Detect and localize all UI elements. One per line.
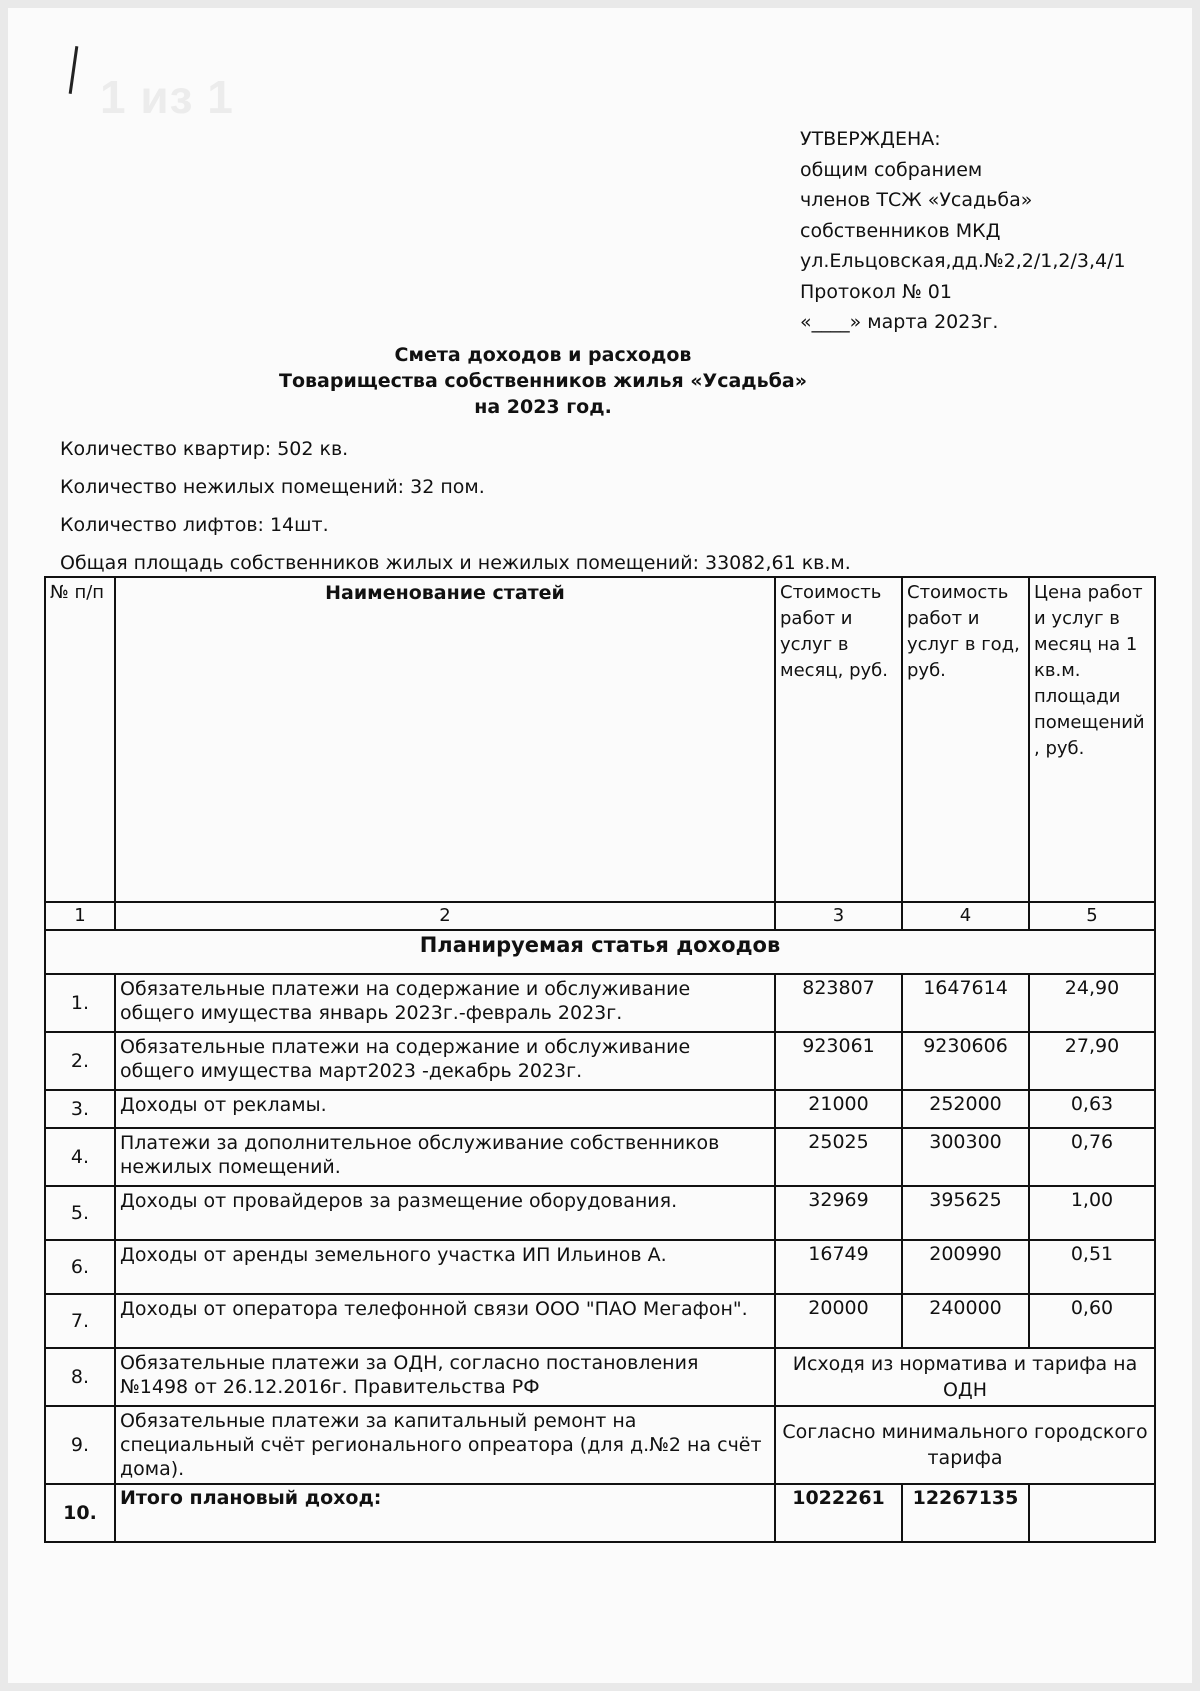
approval-line: «____» марта 2023г. bbox=[800, 311, 999, 333]
col-number: 1 bbox=[45, 902, 115, 930]
row-month: 923061 bbox=[775, 1032, 902, 1090]
row-per-sqm: 0,51 bbox=[1029, 1240, 1155, 1294]
row-name: Обязательные платежи на содержание и обслуживание общего имущества январь 2023г.-февраль 2023г. bbox=[115, 974, 775, 1032]
row-per-sqm: 27,90 bbox=[1029, 1032, 1155, 1090]
header-month: Стоимость работ и услуг в месяц, руб. bbox=[775, 577, 902, 902]
row-per-sqm: 0,76 bbox=[1029, 1128, 1155, 1186]
row-month: 32969 bbox=[775, 1186, 902, 1240]
info-nonresidential: Количество нежилых помещений: 32 пом. bbox=[60, 476, 485, 498]
row-num: 2. bbox=[45, 1032, 115, 1090]
approval-line: членов ТСЖ «Усадьба» bbox=[800, 189, 1033, 211]
row-num: 9. bbox=[45, 1406, 115, 1484]
document-page bbox=[8, 8, 1192, 1683]
title-line: Товарищества собственников жилья «Усадьба» bbox=[278, 370, 807, 392]
budget-table bbox=[44, 576, 1156, 1543]
total-num: 10. bbox=[45, 1484, 115, 1542]
header-num: № п/п bbox=[45, 577, 115, 902]
approval-line: собственников МКД bbox=[800, 219, 1001, 242]
pen-mark bbox=[69, 46, 79, 94]
column-numbers-row bbox=[45, 902, 1155, 930]
total-year: 12267135 bbox=[902, 1484, 1029, 1542]
header-per-sqm: Цена работ и услуг в месяц на 1 кв.м. площади помещений , руб. bbox=[1029, 577, 1155, 902]
row-per-sqm: 0,60 bbox=[1029, 1294, 1155, 1348]
info-apartments: Количество квартир: 502 кв. bbox=[60, 438, 349, 460]
total-row bbox=[45, 1484, 1155, 1542]
row-name: Доходы от аренды земельного участка ИП Ильинов А. bbox=[115, 1240, 775, 1294]
col-number: 4 bbox=[902, 902, 1029, 930]
table-row bbox=[45, 1240, 1155, 1294]
info-elevators: Количество лифтов: 14шт. bbox=[60, 514, 329, 536]
section-title: Планируемая статья доходов bbox=[45, 930, 1155, 974]
row-year: 9230606 bbox=[902, 1032, 1029, 1090]
title-line: Смета доходов и расходов bbox=[394, 344, 692, 366]
col-number: 3 bbox=[775, 902, 902, 930]
approval-block bbox=[800, 124, 1126, 338]
section-row bbox=[45, 930, 1155, 974]
row-year: 240000 bbox=[902, 1294, 1029, 1348]
table-row bbox=[45, 974, 1155, 1032]
row-month: 823807 bbox=[775, 974, 902, 1032]
page-counter: 1 из 1 bbox=[100, 71, 234, 123]
approval-line: УТВЕРЖДЕНА: bbox=[800, 128, 941, 150]
row-per-sqm: 24,90 bbox=[1029, 974, 1155, 1032]
total-month: 1022261 bbox=[775, 1484, 902, 1542]
row-per-sqm: 0,63 bbox=[1029, 1090, 1155, 1128]
document-title bbox=[8, 342, 1078, 420]
approval-line: ул.Ельцовская,дд.№2,2/1,2/3,4/1 bbox=[800, 250, 1126, 272]
row-year: 300300 bbox=[902, 1128, 1029, 1186]
row-year: 200990 bbox=[902, 1240, 1029, 1294]
row-merged-value: Исходя из норматива и тарифа на ОДН bbox=[775, 1348, 1155, 1406]
info-block bbox=[60, 430, 851, 582]
title-line: на 2023 год. bbox=[474, 396, 612, 418]
row-num: 5. bbox=[45, 1186, 115, 1240]
approval-line: Протокол № 01 bbox=[800, 280, 952, 303]
col-number: 5 bbox=[1029, 902, 1155, 930]
table-row bbox=[45, 1406, 1155, 1484]
row-name: Доходы от оператора телефонной связи ООО "ПАО Мегафон". bbox=[115, 1294, 775, 1348]
header-name: Наименование статей bbox=[115, 577, 775, 902]
row-name: Обязательные платежи за ОДН, согласно постановления №1498 от 26.12.2016г. Правительства РФ bbox=[115, 1348, 775, 1406]
info-area: Общая площадь собственников жилых и нежилых помещений: 33082,61 кв.м. bbox=[60, 552, 851, 574]
row-merged-value: Согласно минимального городского тарифа bbox=[775, 1406, 1155, 1484]
row-month: 25025 bbox=[775, 1128, 902, 1186]
row-name: Обязательные платежи на содержание и обслуживание общего имущества март2023 -декабрь 2023г. bbox=[115, 1032, 775, 1090]
table-row bbox=[45, 1294, 1155, 1348]
row-name: Обязательные платежи за капитальный ремонт на специальный счёт регионального опреатора (для д.№2 на счёт дома). bbox=[115, 1406, 775, 1484]
table-header-row bbox=[45, 577, 1155, 902]
row-name: Платежи за дополнительное обслуживание собственников нежилых помещений. bbox=[115, 1128, 775, 1186]
table-row bbox=[45, 1128, 1155, 1186]
row-num: 3. bbox=[45, 1090, 115, 1128]
table-row bbox=[45, 1090, 1155, 1128]
row-month: 16749 bbox=[775, 1240, 902, 1294]
total-per-sqm bbox=[1029, 1484, 1155, 1542]
table-row bbox=[45, 1032, 1155, 1090]
row-num: 6. bbox=[45, 1240, 115, 1294]
row-year: 1647614 bbox=[902, 974, 1029, 1032]
header-year: Стоимость работ и услуг в год, руб. bbox=[902, 577, 1029, 902]
approval-line: общим собранием bbox=[800, 158, 983, 181]
row-per-sqm: 1,00 bbox=[1029, 1186, 1155, 1240]
col-number: 2 bbox=[115, 902, 775, 930]
table-row bbox=[45, 1186, 1155, 1240]
row-year: 395625 bbox=[902, 1186, 1029, 1240]
row-num: 8. bbox=[45, 1348, 115, 1406]
row-name: Доходы от рекламы. bbox=[115, 1090, 775, 1128]
row-month: 21000 bbox=[775, 1090, 902, 1128]
row-year: 252000 bbox=[902, 1090, 1029, 1128]
total-name: Итого плановый доход: bbox=[115, 1484, 775, 1542]
row-num: 1. bbox=[45, 974, 115, 1032]
row-num: 7. bbox=[45, 1294, 115, 1348]
table-row bbox=[45, 1348, 1155, 1406]
row-num: 4. bbox=[45, 1128, 115, 1186]
row-name: Доходы от провайдеров за размещение оборудования. bbox=[115, 1186, 775, 1240]
row-month: 20000 bbox=[775, 1294, 902, 1348]
